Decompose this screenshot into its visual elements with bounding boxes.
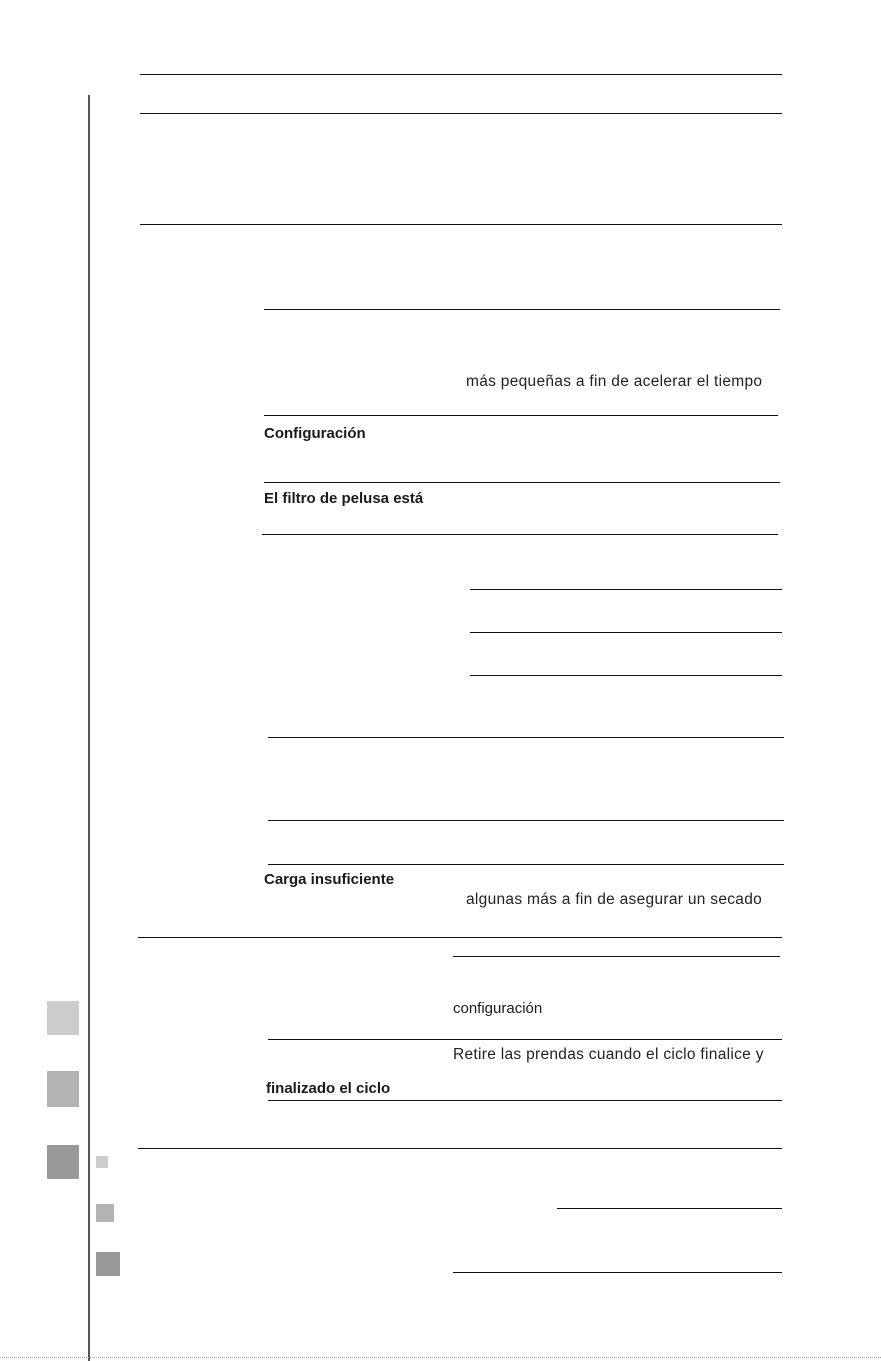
cell-text: más pequeñas a fin de acelerar el tiempo: [466, 373, 763, 390]
cell-text: configuración: [453, 1000, 543, 1017]
table-rule: [264, 482, 780, 483]
page-margin-line: [88, 95, 90, 1361]
table-rule: [138, 1148, 782, 1149]
table-rule: [470, 589, 782, 590]
table-rule: [138, 937, 782, 938]
section-tab-light: [47, 1001, 79, 1035]
table-rule: [268, 820, 784, 821]
row-label: El filtro de pelusa está: [264, 490, 424, 507]
table-rule: [262, 534, 778, 535]
table-rule: [264, 415, 778, 416]
table-rule: [268, 1100, 782, 1101]
page-bottom-crop-line: [0, 1357, 881, 1358]
section-tab-mid: [47, 1071, 79, 1107]
cell-text: algunas más a fin de asegurar un secado: [466, 891, 763, 908]
table-rule: [557, 1208, 782, 1209]
table-rule: [268, 737, 784, 738]
section-tab-dark: [47, 1145, 79, 1179]
table-rule: [268, 864, 784, 865]
cell-text: Retire las prendas cuando el ciclo finalice y: [453, 1046, 764, 1063]
legend-square-light: [96, 1156, 108, 1168]
row-label: Configuración: [264, 425, 366, 442]
legend-square-dark: [96, 1252, 120, 1276]
table-rule: [140, 224, 782, 225]
table-rule: [140, 74, 782, 75]
table-rule: [268, 1039, 782, 1040]
row-label: Carga insuficiente: [264, 871, 395, 888]
table-rule: [470, 632, 782, 633]
table-rule: [453, 956, 780, 957]
row-label: finalizado el ciclo: [266, 1080, 391, 1097]
table-rule: [264, 309, 780, 310]
table-rule: [453, 1272, 782, 1273]
table-rule: [140, 113, 782, 114]
legend-square-mid: [96, 1204, 114, 1222]
table-rule: [470, 675, 782, 676]
